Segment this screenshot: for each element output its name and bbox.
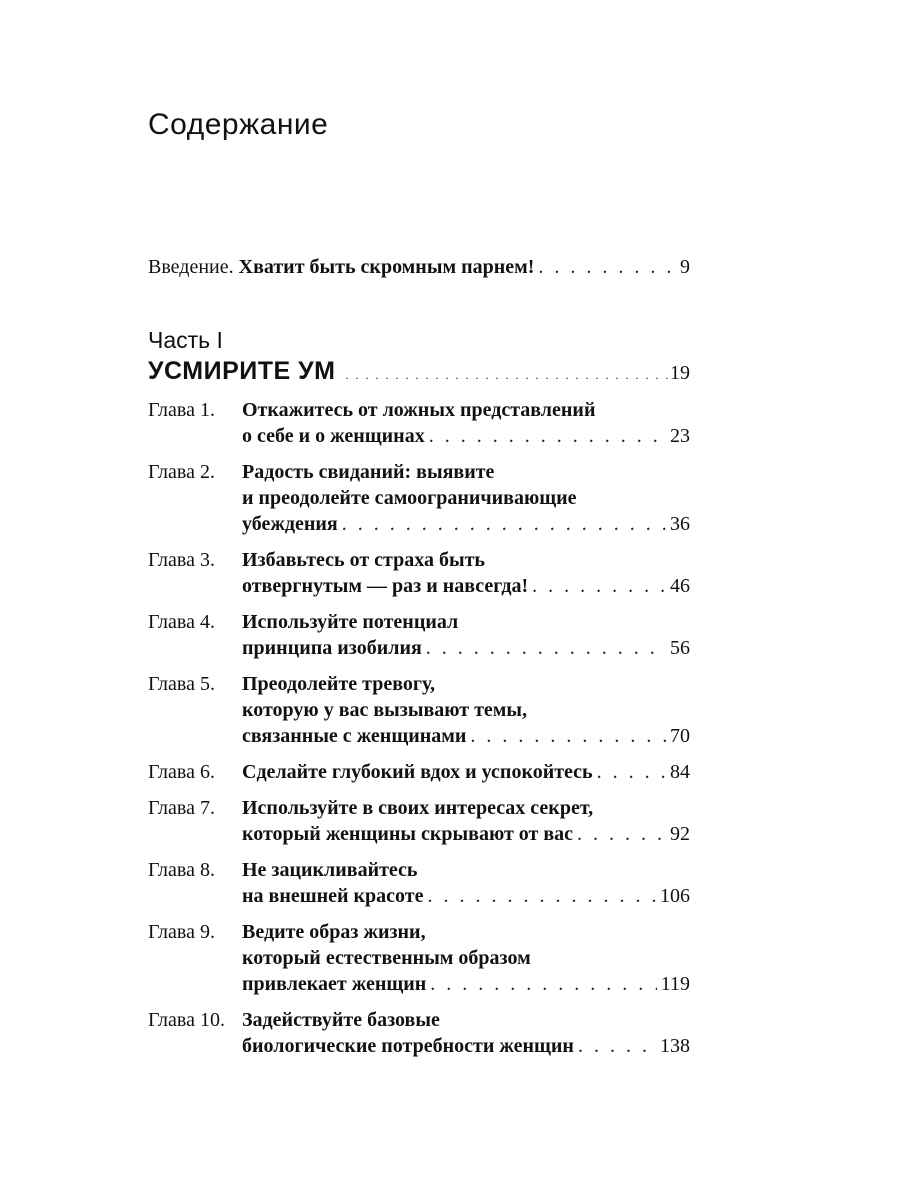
dot-leader xyxy=(578,1033,656,1059)
chapter-title-last-line xyxy=(242,511,690,537)
chapter-title xyxy=(242,795,690,847)
chapter-title xyxy=(242,671,690,749)
dot-leader xyxy=(426,635,666,661)
chapter-label: Глава 7. xyxy=(148,797,215,819)
chapter-page-number: 92 xyxy=(670,823,690,845)
chapter-label: Глава 4. xyxy=(148,611,215,633)
part-page-number: 19 xyxy=(670,362,690,384)
chapter-title-line: биологические потребности женщин xyxy=(242,1035,574,1057)
dot-leader xyxy=(345,368,668,383)
toc-part-entry[interactable] xyxy=(148,357,690,386)
chapter-title-line: Радость свиданий: выявите xyxy=(242,461,495,483)
chapter-title-line: который женщины скрывают от вас xyxy=(242,823,574,845)
chapter-title-last-line xyxy=(242,723,690,749)
chapter-title-line: отвергнутым — раз и навсегда! xyxy=(242,575,529,597)
chapter-title-line: Преодолейте тревогу, xyxy=(242,673,435,695)
chapter-page-number: 106 xyxy=(660,885,690,907)
chapter-title-line: Используйте в своих интересах секрет, xyxy=(242,797,594,819)
chapter-label: Глава 6. xyxy=(148,761,215,783)
chapter-label: Глава 5. xyxy=(148,673,215,695)
part-title: УСМИРИТЕ УМ xyxy=(148,357,336,385)
chapter-list xyxy=(148,397,690,1069)
chapter-title-line: Задействуйте базовые xyxy=(242,1009,440,1031)
chapter-title-last-line xyxy=(242,759,690,785)
chapter-title-line: Сделайте глубокий вдох и успокойтесь xyxy=(242,761,593,783)
toc-chapter-entry[interactable] xyxy=(148,759,690,785)
chapter-title-last-line xyxy=(242,423,690,449)
dot-leader xyxy=(430,971,656,997)
page-title: Содержание xyxy=(148,108,329,141)
dot-leader xyxy=(597,759,666,785)
toc-chapter-entry[interactable] xyxy=(148,547,690,599)
chapter-title xyxy=(242,547,690,599)
chapter-title-last-line xyxy=(242,971,690,997)
chapter-page-number: 46 xyxy=(670,575,690,597)
chapter-label: Глава 9. xyxy=(148,921,215,943)
chapter-page-number: 84 xyxy=(670,761,690,783)
chapter-title xyxy=(242,459,690,537)
chapter-title xyxy=(242,857,690,909)
toc-chapter-entry[interactable] xyxy=(148,671,690,749)
chapter-title-line: Избавьтесь от страха быть xyxy=(242,549,485,571)
chapter-title-line: Ведите образ жизни, xyxy=(242,921,426,943)
dot-leader xyxy=(538,256,676,279)
part-label: Часть I xyxy=(148,327,223,353)
toc-chapter-entry[interactable] xyxy=(148,459,690,537)
chapter-title-line: и преодолейте самоограничивающие xyxy=(242,487,577,509)
chapter-title xyxy=(242,609,690,661)
chapter-title-line: связанные с женщинами xyxy=(242,725,467,747)
toc-chapter-entry[interactable] xyxy=(148,857,690,909)
dot-leader xyxy=(429,423,666,449)
toc-chapter-entry[interactable] xyxy=(148,609,690,661)
chapter-page-number: 119 xyxy=(660,973,690,995)
toc-chapter-entry[interactable] xyxy=(148,795,690,847)
toc-chapter-entry[interactable] xyxy=(148,919,690,997)
chapter-title xyxy=(242,397,690,449)
intro-label: Введение. xyxy=(148,256,234,278)
dot-leader xyxy=(470,723,666,749)
chapter-label: Глава 8. xyxy=(148,859,215,881)
chapter-title-line: убеждения xyxy=(242,513,338,535)
chapter-page-number: 138 xyxy=(660,1035,690,1057)
toc-chapter-entry[interactable] xyxy=(148,1007,690,1059)
chapter-title xyxy=(242,919,690,997)
chapter-title-last-line xyxy=(242,883,690,909)
intro-page-number: 9 xyxy=(680,256,690,278)
chapter-title xyxy=(242,759,690,785)
chapter-label: Глава 2. xyxy=(148,461,215,483)
dot-leader xyxy=(428,883,657,909)
chapter-label: Глава 3. xyxy=(148,549,215,571)
chapter-title-line: Не зацикливайтесь xyxy=(242,859,418,881)
toc-intro-entry[interactable] xyxy=(148,256,690,279)
toc-chapter-entry[interactable] xyxy=(148,397,690,449)
chapter-page-number: 36 xyxy=(670,513,690,535)
dot-leader xyxy=(342,511,666,537)
chapter-title-last-line xyxy=(242,635,690,661)
chapter-title-line: на внешней красоте xyxy=(242,885,424,907)
chapter-page-number: 56 xyxy=(670,637,690,659)
chapter-title-last-line xyxy=(242,573,690,599)
chapter-label: Глава 10. xyxy=(148,1009,225,1031)
dot-leader xyxy=(577,821,666,847)
chapter-title-last-line xyxy=(242,1033,690,1059)
chapter-title-line: привлекает женщин xyxy=(242,973,427,995)
chapter-title-line: Используйте потенциал xyxy=(242,611,459,633)
chapter-title-line: которую у вас вызывают темы, xyxy=(242,699,528,721)
chapter-page-number: 70 xyxy=(670,725,690,747)
chapter-title-line: о себе и о женщинах xyxy=(242,425,425,447)
chapter-title-last-line xyxy=(242,821,690,847)
chapter-title-line: Откажитесь от ложных представлений xyxy=(242,399,596,421)
chapter-title xyxy=(242,1007,690,1059)
chapter-label: Глава 1. xyxy=(148,399,215,421)
chapter-page-number: 23 xyxy=(670,425,690,447)
dot-leader xyxy=(532,573,666,599)
chapter-title-line: принципа изобилия xyxy=(242,637,422,659)
chapter-title-line: который естественным образом xyxy=(242,947,531,969)
intro-title: Хватит быть скромным парнем! xyxy=(238,256,535,278)
